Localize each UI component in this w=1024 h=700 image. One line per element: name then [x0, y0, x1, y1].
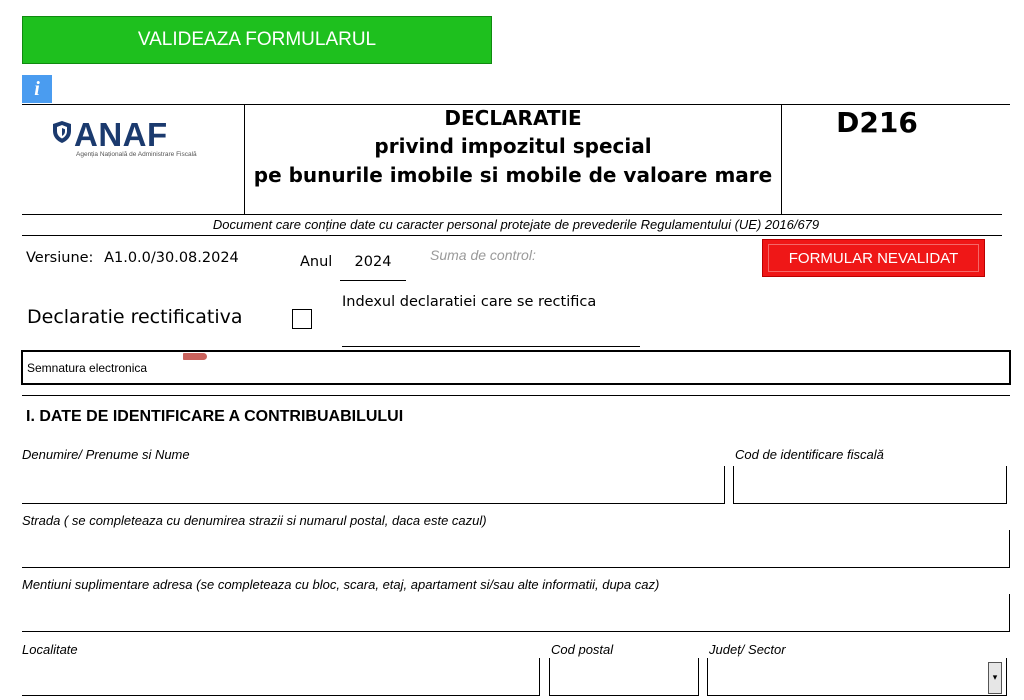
year-input[interactable] [340, 254, 406, 281]
version-label-text: Versiune: [26, 250, 94, 266]
gdpr-bottom-border [22, 235, 1002, 236]
section-title: I. DATE DE IDENTIFICARE A CONTRIBUABILULUI [26, 408, 404, 425]
postal-code-label: Cod postal [551, 642, 614, 657]
chevron-down-icon: ▾ [992, 673, 998, 683]
info-icon[interactable] [22, 75, 52, 103]
county-label: Județ/ Sector [709, 642, 786, 657]
electronic-signature-field[interactable] [21, 350, 1011, 385]
version-value: A1.0.0/30.08.2024 [104, 250, 239, 266]
county-select[interactable] [707, 658, 1007, 696]
address-extra-input[interactable] [22, 594, 1010, 632]
cif-input[interactable] [733, 466, 1007, 504]
form-status-button[interactable] [762, 239, 985, 277]
rectification-checkbox[interactable] [292, 309, 312, 329]
section-divider [22, 395, 1010, 396]
address-extra-label: Mentiuni suplimentare adresa (se completeaza cu bloc, scara, etaj, apartament si/sau alte informatii, dupa caz) [22, 577, 660, 592]
form-status-label: FORMULAR NEVALIDAT [788, 249, 959, 267]
rectification-index-label: Indexul declaratiei care se rectifica [342, 294, 597, 310]
city-input[interactable] [22, 658, 540, 696]
city-label: Localitate [22, 642, 78, 657]
name-input[interactable] [22, 466, 725, 504]
anaf-shield-icon [52, 120, 72, 144]
name-label: Denumire/ Prenume si Nume [22, 447, 190, 462]
form-title-line2: privind impozitul special [374, 134, 652, 158]
street-label: Strada ( se completeaza cu denumirea strazii si numarul postal, daca este cazul) [22, 513, 487, 528]
cif-label: Cod de identificare fiscală [735, 447, 884, 462]
rectification-index-input[interactable] [342, 346, 640, 347]
form-title [245, 104, 781, 190]
signature-flag-icon[interactable] [183, 353, 207, 360]
anaf-logo-subtitle: Agenția Națională de Administrare Fiscală [76, 151, 197, 158]
county-dropdown-button[interactable] [988, 662, 1002, 694]
electronic-signature-label: Semnatura electronica [27, 361, 148, 375]
form-code: D216 [836, 106, 918, 139]
validate-form-button[interactable] [22, 16, 492, 64]
info-icon-glyph: i [34, 77, 40, 100]
street-input[interactable] [22, 530, 1010, 568]
validate-form-label: VALIDEAZA FORMULARUL [137, 29, 377, 50]
form-title-line3: pe bunurile imobile si mobile de valoare mare [253, 163, 773, 187]
rectification-label: Declaratie rectificativa [27, 306, 243, 328]
postal-code-input[interactable] [549, 658, 699, 696]
anaf-logo [52, 118, 204, 162]
anaf-logo-text: ANAF [74, 116, 168, 153]
header-bottom-border [22, 214, 1002, 215]
checksum-label: Suma de control: [430, 247, 536, 263]
year-value: 2024 [354, 254, 392, 270]
version-label [26, 250, 239, 266]
year-label: Anul [300, 254, 333, 270]
form-title-line1: DECLARATIE [444, 106, 582, 130]
gdpr-notice: Document care conține date cu caracter personal protejate de prevederile Regulamentului (UE) 2016/679 [212, 217, 820, 232]
